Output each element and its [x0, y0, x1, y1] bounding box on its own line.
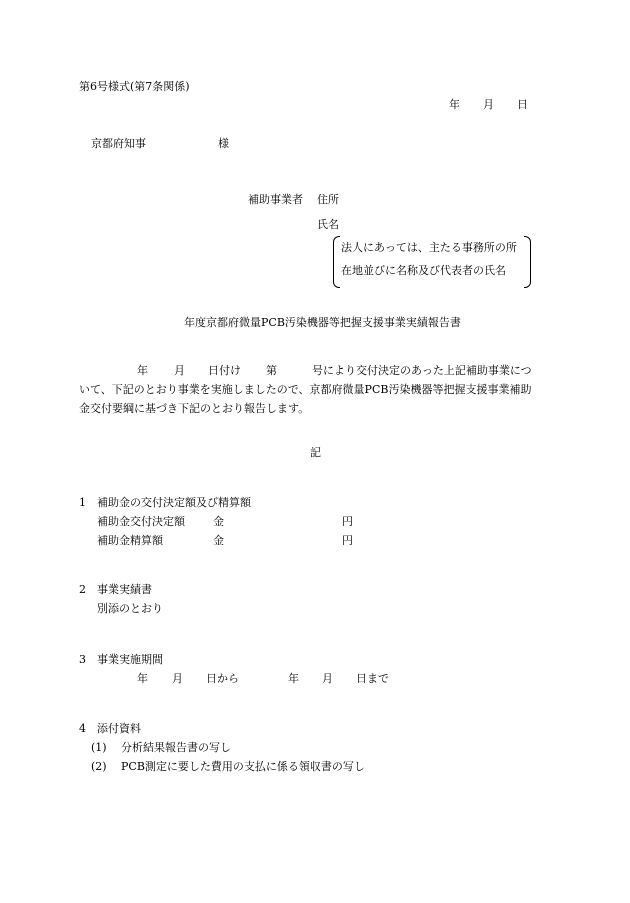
section3-heading: 3 事業実施期間: [79, 653, 163, 666]
period-end-month: 月: [322, 672, 333, 685]
applicant-role-label: 補助事業者: [248, 193, 303, 206]
applicant-address-label: 住所: [317, 193, 339, 206]
note-bracket-left: [333, 236, 340, 288]
section1-row2-kin: 金: [213, 534, 224, 547]
body-year-label: 年: [137, 364, 148, 377]
section2-content: 別添のとおり: [97, 602, 163, 615]
body-month-label: 月: [174, 364, 185, 377]
period-start-day: 日から: [206, 672, 239, 685]
body-line2: いて、下記のとおり事業を実施しましたので、京都府微量PCB汚染機器等把握支援事業補助: [79, 383, 532, 396]
document-title: 年度京都府微量PCB汚染機器等把握支援事業実績報告書: [184, 316, 461, 329]
attachment-item1-text: 分析結果報告書の写し: [121, 741, 231, 754]
date-month-label: 月: [483, 98, 494, 111]
section1-heading: 1 補助金の交付決定額及び精算額: [79, 496, 251, 509]
applicant-note-line1: 法人にあっては、主たる事務所の所: [341, 241, 517, 254]
applicant-note-line2: 在地並びに名称及び代表者の氏名: [341, 264, 506, 277]
form-number: 第6号様式(第7条関係): [79, 80, 190, 93]
period-start-month: 月: [172, 672, 183, 685]
period-end-day: 日まで: [356, 672, 389, 685]
section1-row1-yen: 円: [342, 515, 353, 528]
attachment-item1-number: (1): [91, 741, 107, 754]
ki-label: 記: [310, 446, 321, 459]
period-start-year: 年: [137, 672, 148, 685]
attachment-item2-number: (2): [91, 760, 107, 773]
section1-row2-yen: 円: [342, 534, 353, 547]
section4-heading: 4 添付資料: [79, 722, 141, 735]
addressee-name: 京都府知事: [91, 137, 146, 150]
applicant-name-label: 氏名: [317, 218, 339, 231]
body-line3: 金交付要綱に基づき下記のとおり報告します。: [79, 402, 310, 415]
section2-heading: 2 事業実績書: [79, 583, 152, 596]
section1-row2-label: 補助金精算額: [97, 534, 163, 547]
body-line1-rest: 号により交付決定のあった上記補助事業につ: [312, 364, 532, 377]
note-bracket-right: [524, 236, 531, 288]
body-date-suffix: 日付け: [208, 364, 241, 377]
addressee-honorific: 様: [218, 137, 229, 150]
period-end-year: 年: [288, 672, 299, 685]
body-number-prefix: 第: [266, 364, 277, 377]
section1-row1-label: 補助金交付決定額: [97, 515, 185, 528]
date-year-label: 年: [449, 98, 460, 111]
section1-row1-kin: 金: [213, 515, 224, 528]
attachment-item2-text: PCB測定に要した費用の支払に係る領収書の写し: [121, 760, 365, 773]
date-day-label: 日: [517, 98, 528, 111]
